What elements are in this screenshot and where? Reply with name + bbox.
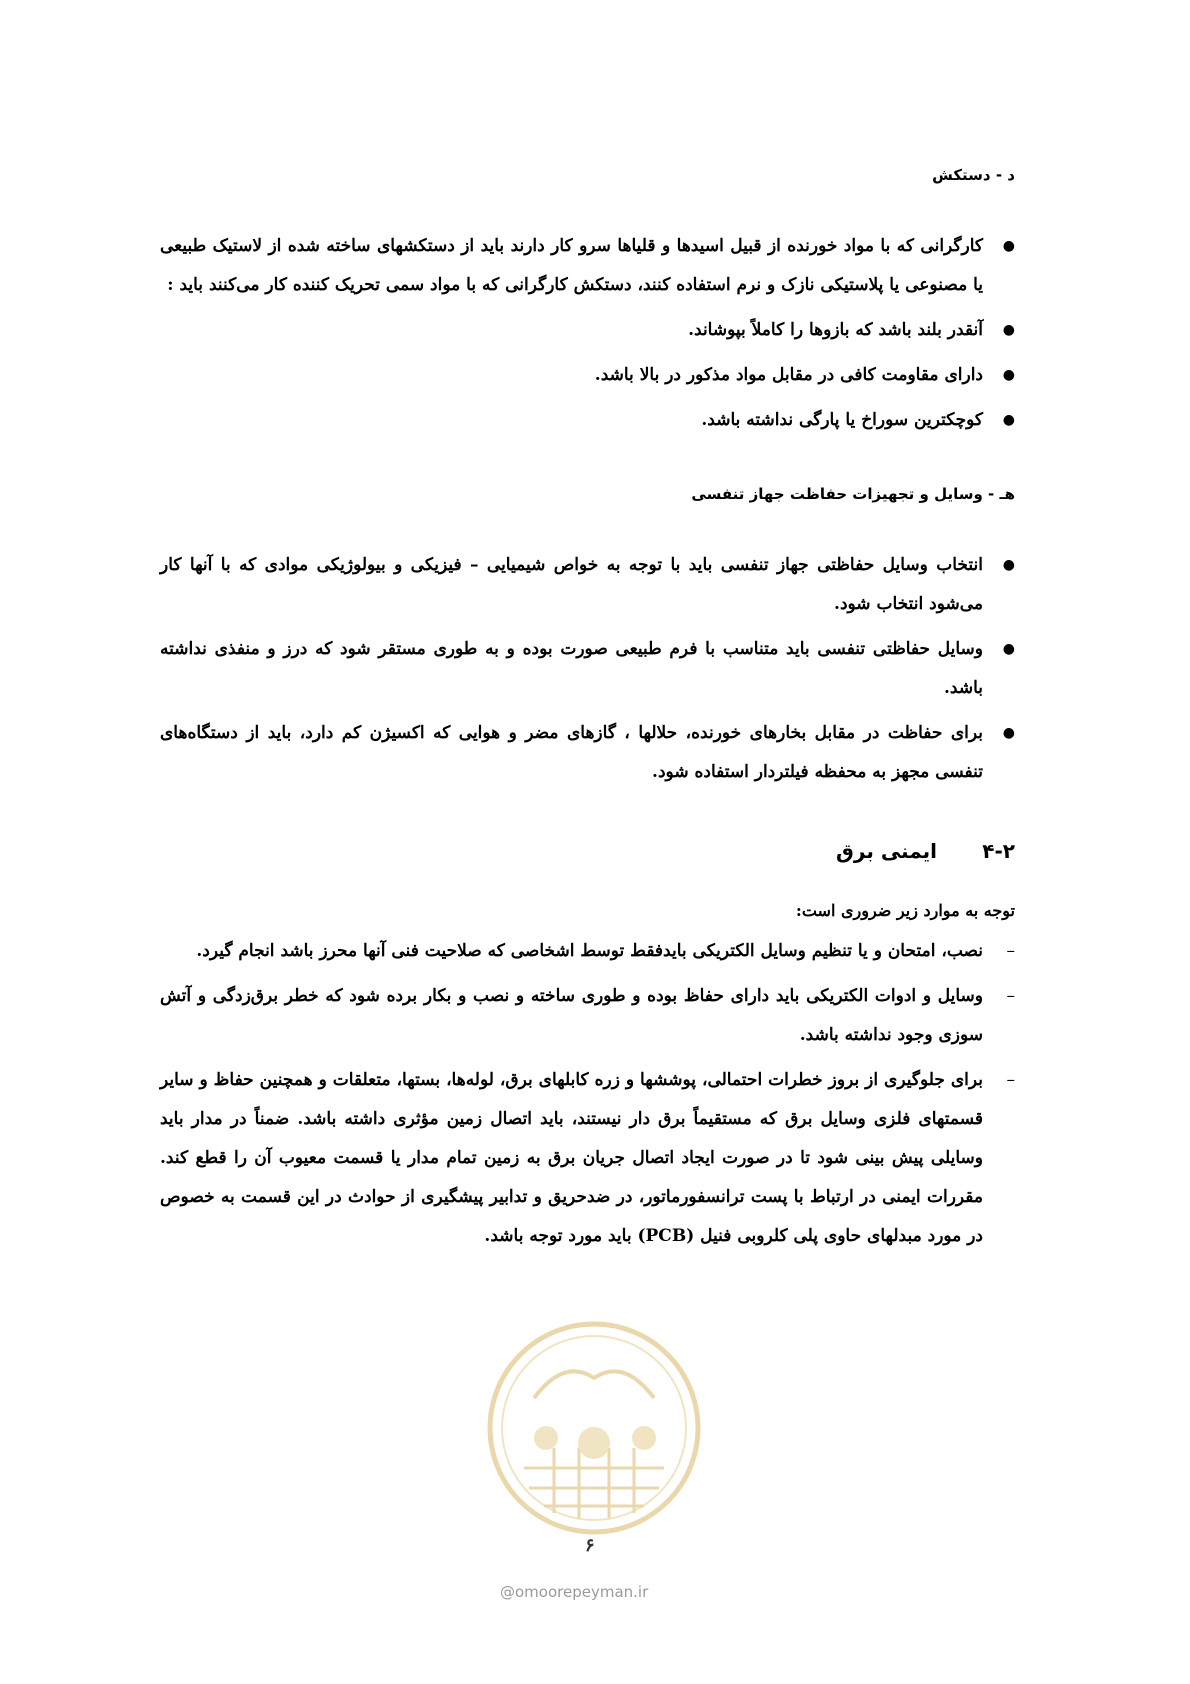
list-item: [160, 311, 1015, 350]
bullet-icon: ●: [1002, 367, 1015, 383]
section-number: ۴-۲: [982, 839, 1015, 863]
list-item-text: نصب، امتحان و یا تنظیم وسایل الکتریکی بایدفقط توسط اشخاصی که صلاحیت فنی آنها محرز باشد انجام گیرد.: [196, 941, 983, 961]
list-item-text: دارای مقاومت کافی در مقابل مواد مذکور در بالا باشد.: [594, 365, 983, 385]
dash-icon: –: [1006, 941, 1015, 961]
list-item: [160, 401, 1015, 440]
bullet-icon: ●: [1002, 238, 1015, 254]
list-item: [160, 1061, 1015, 1256]
section-d-heading: د - دستکش: [932, 166, 1015, 184]
bullet-icon: ●: [1002, 412, 1015, 428]
list-item-text: انتخاب وسایل حفاظتی جهاز تنفسی باید با توجه به خواص شیمیایی – فیزیکی و بیولوژیکی موادی که با آنها کار می‌شود انتخاب شود.: [160, 555, 983, 614]
list-item-text: آنقدر بلند باشد که بازوها را کاملاً بپوشاند.: [688, 320, 983, 340]
section-title-text: ایمنی برق: [836, 839, 937, 863]
list-item-text: برای حفاظت در مقابل بخارهای خورنده، حلالها ، گازهای مضر و هوایی که اکسیژن کم دارد، باید از دستگاه‌های تنفسی مجهز به محفظه فیلتردار استفاده شود.: [160, 723, 983, 782]
bullet-icon: ●: [1002, 322, 1015, 338]
section-intro: توجه به موارد زیر ضروری است:: [795, 901, 1015, 920]
section-electric-title: [160, 836, 1015, 866]
bullet-icon: ●: [1002, 725, 1015, 741]
list-item: [160, 977, 1015, 1055]
page-number: ۶: [585, 1535, 595, 1556]
section-h-list: [160, 546, 1015, 792]
list-item-text: کوچکترین سوراخ یا پارگی نداشته باشد.: [701, 410, 983, 430]
watermark-site-text: @omoorepeyman.ir: [500, 1583, 649, 1601]
list-item-text: وسایل حفاظتی تنفسی باید متناسب با فرم طبیعی صورت بوده و به طوری مستقر شود که درز و منفذی نداشته باشد.: [160, 639, 984, 698]
list-item: [160, 227, 1015, 305]
dash-icon: –: [1006, 986, 1015, 1006]
list-item: [160, 630, 1015, 708]
section-d-list: [160, 227, 1015, 440]
bullet-icon: ●: [1002, 557, 1015, 573]
section-electric-list: [160, 932, 1015, 1256]
list-item: [160, 932, 1015, 971]
list-item-text: برای جلوگیری از بروز خطرات احتمالی، پوششها و زره کابلهای برق، لوله‌ها، بستها، متعلقات و همچنین حفاظ و سایر قسمتهای فلزی وسایل برق که مستقیماً برق دار نیستند، باید اتصال زمین مؤثری داشته باشد. ضمناً در مدار باید وسایلی پیش بینی شود تا در صورت ایجاد اتصال جریان برق به زمین تمام مدار یا قسمت معیوب آن را قطع کند. مقررات ایمنی در ارتباط با پست ترانسفورماتور، در ضدحریق و تدابیر پیشگیری از حوادث در این قسمت به خصوص در مورد مبدلهای حاوی پلی کلروبی فنیل (PCB) باید مورد توجه باشد.: [160, 1070, 983, 1246]
list-item: [160, 356, 1015, 395]
bullet-icon: ●: [1002, 641, 1015, 657]
list-item-text: کارگرانی که با مواد خورنده از قبیل اسیدها و قلیاها سرو کار دارند باید از دستکشهای ساخته شده از لاستیک طبیعی یا مصنوعی یا پلاستیکی نازک و نرم استفاده کنند، دستکش کارگرانی که با مواد سمی تحریک کننده کار می‌کنند باید :: [160, 236, 983, 295]
list-item-text: وسایل و ادوات الکتریکی باید دارای حفاظ بوده و طوری ساخته و نصب و بکار برده شود که خطر برق‌زدگی و آتش سوزی وجود نداشته باشد.: [160, 986, 983, 1045]
section-h-heading: هـ - وسایل و تجهیزات حفاظت جهاز تنفسی: [691, 485, 1015, 503]
dash-icon: –: [1006, 1070, 1015, 1090]
list-item: [160, 714, 1015, 792]
list-item: [160, 546, 1015, 624]
watermark-logo: [484, 1318, 704, 1538]
page-content: [160, 163, 1015, 1262]
